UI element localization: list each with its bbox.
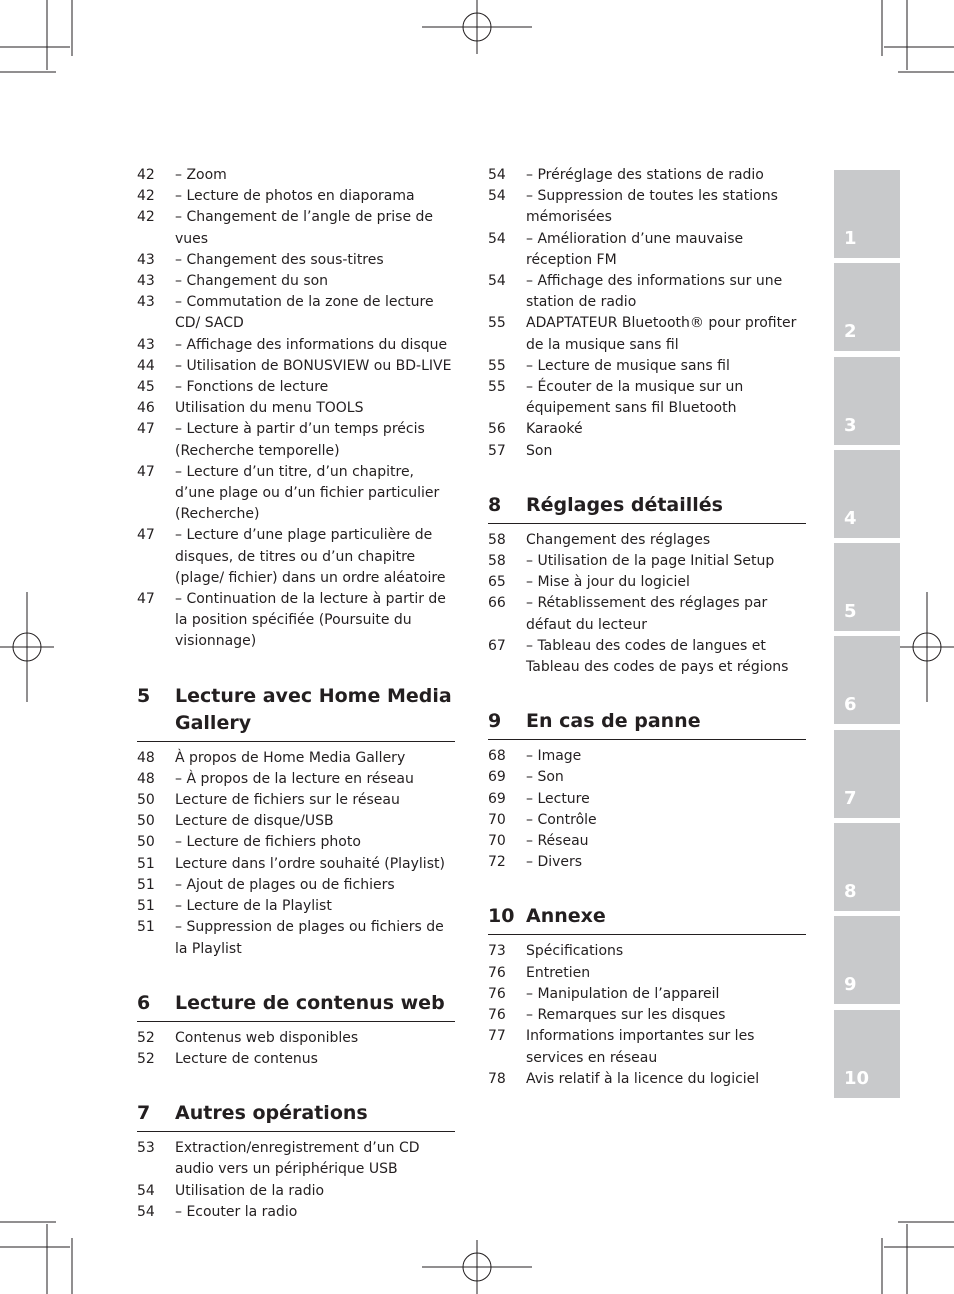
chapter-tab[interactable] <box>834 263 900 351</box>
section-heading <box>137 990 455 1022</box>
entry-text: Lecture dans l’ordre souhaité (Playlist) <box>175 855 445 872</box>
section-number: 10 <box>488 905 515 928</box>
page-number: 73 <box>488 943 506 960</box>
chapter-tab-number: 2 <box>844 321 857 343</box>
chapter-tab-number: 7 <box>844 787 857 809</box>
page-number: 52 <box>137 1050 155 1067</box>
page-number: 55 <box>488 379 506 396</box>
toc-entry[interactable] <box>137 917 455 959</box>
entry-text: – Son <box>526 769 564 786</box>
toc-entry[interactable] <box>488 746 806 767</box>
page-number: 70 <box>488 833 506 850</box>
section-title: Annexe <box>526 905 606 928</box>
toc-entry[interactable] <box>137 769 455 790</box>
toc-entry[interactable] <box>137 1138 455 1180</box>
toc-entry[interactable] <box>137 1049 455 1070</box>
toc-entry[interactable] <box>488 593 806 635</box>
page-number: 76 <box>488 964 506 981</box>
chapter-tab[interactable] <box>834 357 900 445</box>
page-number: 54 <box>137 1182 155 1199</box>
page-number: 56 <box>488 421 506 438</box>
entry-text: – Suppression de toutes les stations mémorisées <box>526 188 778 226</box>
entry-text: – Lecture <box>526 790 590 807</box>
page-number: 54 <box>488 188 506 205</box>
page-number: 69 <box>488 769 506 786</box>
toc-entry[interactable] <box>488 419 806 440</box>
toc-entry[interactable] <box>137 292 455 334</box>
entry-text: Lecture de contenus <box>175 1050 318 1067</box>
section-heading <box>137 1100 455 1132</box>
entry-text: – Lecture de fichiers photo <box>175 834 361 851</box>
toc-entry[interactable] <box>488 1069 806 1090</box>
section-title: Réglages détaillés <box>526 493 723 516</box>
toc-entry[interactable] <box>137 854 455 875</box>
toc-entry[interactable] <box>488 313 806 355</box>
page-number: 47 <box>137 463 155 480</box>
toc-entry[interactable] <box>137 186 455 207</box>
toc-entry[interactable] <box>488 165 806 186</box>
toc-entry[interactable] <box>488 229 806 271</box>
toc-section <box>488 492 806 678</box>
page-number: 78 <box>488 1070 506 1087</box>
section-heading <box>137 683 455 742</box>
toc-entry[interactable] <box>488 572 806 593</box>
toc-section <box>137 165 455 653</box>
page-number: 46 <box>137 400 155 417</box>
entry-text: Karaoké <box>526 421 583 438</box>
page-number: 42 <box>137 188 155 205</box>
toc-entry[interactable] <box>488 271 806 313</box>
entry-text: Extraction/enregistrement d’un CD audio vers un périphérique USB <box>175 1140 420 1178</box>
toc-entry[interactable] <box>137 398 455 419</box>
entry-text: Lecture de disque/USB <box>175 813 334 830</box>
toc-entry[interactable] <box>137 1181 455 1202</box>
toc-entry[interactable] <box>137 811 455 832</box>
section-number: 9 <box>488 710 502 733</box>
section-title: Lecture avec Home Media Gallery <box>175 684 452 734</box>
toc-entry[interactable] <box>137 896 455 917</box>
toc-entry[interactable] <box>488 963 806 984</box>
toc-entry[interactable] <box>488 551 806 572</box>
entry-text: – Commutation de la zone de lecture CD/ SACD <box>175 294 434 332</box>
entry-text: – Affichage des informations sur une station de radio <box>526 273 783 311</box>
toc-section <box>137 990 455 1070</box>
entry-text: – Changement des sous-titres <box>175 251 384 268</box>
entry-text: – Rétablissement des réglages par défaut du lecteur <box>526 595 768 633</box>
page-number: 48 <box>137 770 155 787</box>
toc-entry[interactable] <box>488 377 806 419</box>
page-number: 65 <box>488 574 506 591</box>
section-title: Lecture de contenus web <box>175 991 445 1014</box>
toc-entry[interactable] <box>137 1202 455 1223</box>
entry-text: Utilisation de la radio <box>175 1182 325 1199</box>
toc-entry[interactable] <box>488 984 806 1005</box>
section-number: 5 <box>137 684 151 707</box>
section-heading <box>488 492 806 524</box>
entry-text: – Lecture de la Playlist <box>175 898 332 915</box>
entry-text: Contenus web disponibles <box>175 1029 359 1046</box>
toc-entry[interactable] <box>137 419 455 461</box>
entry-text: – Ajout de plages ou de fichiers <box>175 876 395 893</box>
page-number: 42 <box>137 167 155 183</box>
toc-entry[interactable] <box>488 1005 806 1026</box>
page-number: 42 <box>137 209 155 226</box>
toc-entry[interactable] <box>137 748 455 769</box>
chapter-tab[interactable] <box>834 730 900 818</box>
toc-entry[interactable] <box>137 875 455 896</box>
page-number: 43 <box>137 251 155 268</box>
toc-entry[interactable] <box>137 377 455 398</box>
chapter-tab-number: 4 <box>844 507 857 529</box>
toc-entry[interactable] <box>137 356 455 377</box>
toc-entry[interactable] <box>137 589 455 653</box>
page-number: 54 <box>488 230 506 247</box>
entry-text: – Manipulation de l’appareil <box>526 985 720 1002</box>
entry-text: Informations importantes sur les services en réseau <box>526 1028 755 1066</box>
toc-entry[interactable] <box>137 207 455 249</box>
entry-text: Entretien <box>526 964 591 981</box>
entry-text: – Remarques sur les disques <box>526 1007 726 1024</box>
toc-entry[interactable] <box>488 767 806 788</box>
page-number: 47 <box>137 527 155 544</box>
section-heading <box>488 903 806 935</box>
page-number: 76 <box>488 985 506 1002</box>
toc-entry[interactable] <box>488 831 806 852</box>
section-heading <box>488 708 806 740</box>
entry-text: – Préréglage des stations de radio <box>526 167 764 183</box>
chapter-tab-number: 10 <box>844 1067 870 1089</box>
entry-text: – Lecture d’une plage particulière de disques, de titres ou d’un chapitre (plage/ fichier) dans un ordre aléatoire <box>175 527 446 586</box>
entry-text: ADAPTATEUR Bluetooth® pour profiter de la musique sans fil <box>526 315 797 353</box>
toc-entry[interactable] <box>488 530 806 551</box>
page-number: 68 <box>488 748 506 765</box>
page-number: 54 <box>488 273 506 290</box>
entry-text: – Zoom <box>175 167 227 183</box>
toc-entry[interactable] <box>137 1028 455 1049</box>
entry-text: À propos de Home Media Gallery <box>175 749 406 766</box>
entry-text: – Fonctions de lecture <box>175 379 329 396</box>
page-number: 47 <box>137 591 155 608</box>
page-number: 55 <box>488 357 506 374</box>
chapter-tab[interactable] <box>834 450 900 538</box>
page-number: 72 <box>488 854 506 871</box>
page-number: 48 <box>137 749 155 766</box>
page-number: 58 <box>488 531 506 548</box>
page-number: 55 <box>488 315 506 332</box>
page-number: 43 <box>137 273 155 290</box>
entry-text: – Suppression de plages ou fichiers de la Playlist <box>175 919 444 957</box>
entry-text: – Continuation de la lecture à partir de la position spécifiée (Poursuite du visionnage) <box>175 591 446 650</box>
entry-text: Avis relatif à la licence du logiciel <box>526 1070 760 1087</box>
section-number: 7 <box>137 1102 151 1125</box>
chapter-tabs <box>834 170 900 1103</box>
chapter-tab-number: 8 <box>844 881 857 903</box>
page-number: 67 <box>488 637 506 654</box>
chapter-tab[interactable] <box>834 1010 900 1098</box>
entry-text: – Lecture d’un titre, d’un chapitre, d’une plage ou d’un fichier particulier (Recherche) <box>175 463 440 523</box>
page-number: 50 <box>137 813 155 830</box>
page-number: 70 <box>488 811 506 828</box>
page-number: 69 <box>488 790 506 807</box>
toc-entry[interactable] <box>137 335 455 356</box>
entry-text: – Image <box>526 748 582 765</box>
entry-text: – Utilisation de la page Initial Setup <box>526 553 775 570</box>
entry-text: – Changement du son <box>175 273 329 290</box>
chapter-tab-number: 3 <box>844 414 857 436</box>
section-title: En cas de panne <box>526 710 701 733</box>
page-number: 51 <box>137 855 155 872</box>
toc-entry[interactable] <box>488 636 806 678</box>
page-number: 50 <box>137 834 155 851</box>
entry-text: – Tableau des codes de langues et Tableau des codes de pays et régions <box>526 637 789 676</box>
page-number: 44 <box>137 357 155 374</box>
page-number: 57 <box>488 442 506 459</box>
section-number: 6 <box>137 991 151 1014</box>
entry-text: – Ecouter la radio <box>175 1203 298 1220</box>
toc-entry[interactable] <box>137 525 455 589</box>
entry-text: – Lecture à partir d’un temps précis (Recherche temporelle) <box>175 421 425 459</box>
entry-text: – Changement de l’angle de prise de vues <box>175 209 434 247</box>
entry-text: – Lecture de photos en diaporama <box>175 188 415 205</box>
entry-text: – Écouter de la musique sur un équipement sans fil Bluetooth <box>526 379 744 417</box>
chapter-tab[interactable] <box>834 170 900 258</box>
page-number: 66 <box>488 595 506 612</box>
page-number: 54 <box>488 167 506 183</box>
entry-text: Utilisation du menu TOOLS <box>175 400 364 417</box>
chapter-tab-number: 1 <box>844 228 857 249</box>
toc-entry[interactable] <box>488 441 806 462</box>
page-number: 77 <box>488 1028 506 1045</box>
entry-text: Spécifications <box>526 943 624 960</box>
page-number: 76 <box>488 1007 506 1024</box>
page-number: 51 <box>137 876 155 893</box>
page-number: 52 <box>137 1029 155 1046</box>
entry-text: – Contrôle <box>526 811 597 828</box>
section-number: 8 <box>488 493 502 516</box>
entry-text: – Utilisation de BONUSVIEW ou BD-LIVE <box>175 357 452 374</box>
page-number: 51 <box>137 919 155 936</box>
page-number: 51 <box>137 898 155 915</box>
toc-entry[interactable] <box>137 165 455 186</box>
entry-text: – À propos de la lecture en réseau <box>175 770 414 787</box>
entry-text: – Affichage des informations du disque <box>175 336 448 353</box>
chapter-tab[interactable] <box>834 916 900 1004</box>
entry-text: Lecture de fichiers sur le réseau <box>175 792 400 809</box>
chapter-tab-number: 6 <box>844 694 857 716</box>
toc-entry[interactable] <box>137 271 455 292</box>
entry-text: – Divers <box>526 854 583 871</box>
toc-entry[interactable] <box>488 852 806 873</box>
toc-entry[interactable] <box>488 186 806 228</box>
section-title: Autres opérations <box>175 1102 368 1125</box>
chapter-tab[interactable] <box>834 543 900 631</box>
toc-section <box>137 1100 455 1223</box>
entry-text: – Réseau <box>526 833 589 850</box>
entry-text: – Lecture de musique sans fil <box>526 357 730 374</box>
toc-right-column <box>488 165 806 1090</box>
page-number: 43 <box>137 294 155 311</box>
toc-entry[interactable] <box>137 790 455 811</box>
toc-entry[interactable] <box>488 810 806 831</box>
toc-entry[interactable] <box>137 250 455 271</box>
page-number: 45 <box>137 379 155 396</box>
entry-text: – Amélioration d’une mauvaise réception FM <box>526 230 744 268</box>
entry-text: Son <box>526 442 553 459</box>
toc-entry[interactable] <box>488 356 806 377</box>
toc-section <box>488 903 806 1089</box>
toc-left-column <box>137 165 455 1223</box>
toc-entry[interactable] <box>488 789 806 810</box>
toc-section <box>488 708 806 873</box>
page-number: 53 <box>137 1140 155 1157</box>
page-number: 54 <box>137 1203 155 1220</box>
entry-text: – Mise à jour du logiciel <box>526 574 690 591</box>
page-number: 50 <box>137 792 155 809</box>
page-number: 47 <box>137 421 155 438</box>
toc-entry[interactable] <box>137 832 455 853</box>
toc-section <box>137 683 455 960</box>
toc-section <box>488 165 806 462</box>
chapter-tab-number: 9 <box>844 974 857 996</box>
toc-entry[interactable] <box>488 941 806 962</box>
entry-text: Changement des réglages <box>526 531 711 548</box>
page-number: 43 <box>137 336 155 353</box>
chapter-tab[interactable] <box>834 636 900 724</box>
page-number: 58 <box>488 553 506 570</box>
toc-entry[interactable] <box>137 462 455 526</box>
toc-entry[interactable] <box>488 1026 806 1068</box>
chapter-tab[interactable] <box>834 823 900 911</box>
chapter-tab-number: 5 <box>844 601 857 623</box>
